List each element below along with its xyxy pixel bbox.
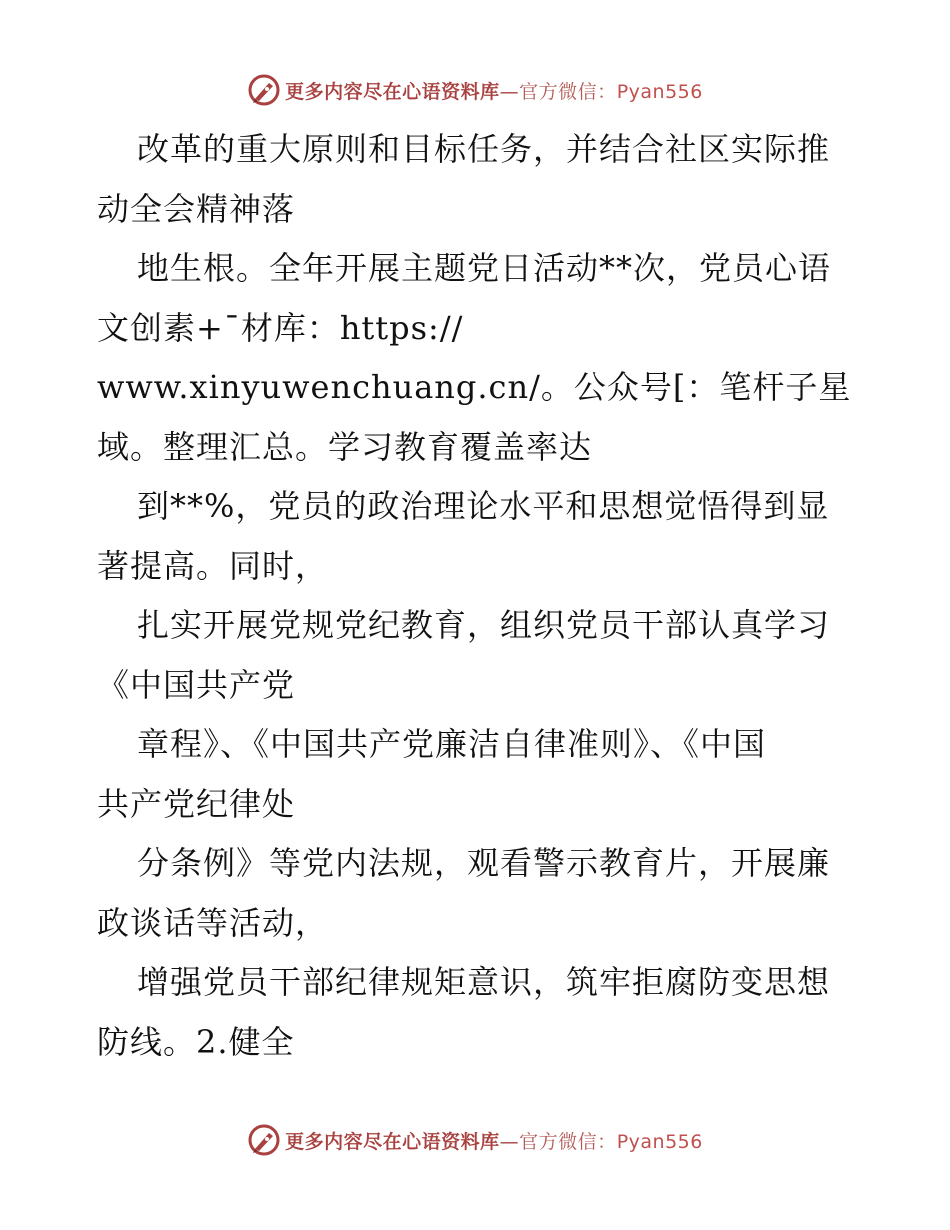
banner-main-text: 更多内容尽在心语资料库 — [285, 1130, 500, 1153]
banner-main-text: 更多内容尽在心语资料库 — [285, 80, 500, 103]
banner-wechat-label: 官方微信： — [519, 80, 617, 103]
text-line: www.xinyuwenchuang.cn/。公众号[：笔杆子星 — [97, 368, 852, 406]
text-line: 扎实开展党规党纪教育，组织党员干部认真学习 — [137, 606, 831, 644]
pen-logo-icon — [247, 1123, 281, 1157]
text-line: 地生根。全年开展主题党日活动**次，党员心语 — [137, 249, 832, 287]
banner-wechat-id: Pyan556 — [616, 80, 703, 103]
text-line: 防线。2.健全 — [97, 1022, 295, 1061]
text-line: 增强党员干部纪律规矩意识，筑牢拒腐防变思想 — [137, 963, 831, 1001]
text-line: 政谈话等活动， — [97, 903, 329, 942]
text-line: 《中国共产党 — [97, 665, 296, 704]
footer-watermark-banner — [0, 1120, 950, 1160]
banner-separator: — — [499, 1130, 520, 1153]
text-line: 文创素+¯材库：https:// — [97, 308, 464, 347]
pen-logo-icon — [247, 73, 281, 107]
text-line: 改革的重大原则和目标任务，并结合社区实际推 — [137, 130, 831, 168]
header-watermark-banner — [0, 70, 950, 110]
banner-text — [285, 1127, 703, 1154]
text-line: 章程》、《中国共产党廉洁自律准则》、《中国 — [137, 725, 767, 763]
document-body — [97, 120, 857, 1072]
text-line: 共产党纪律处 — [97, 784, 296, 823]
text-line: 著提高。同时， — [97, 546, 329, 585]
banner-text — [285, 77, 703, 104]
text-line: 到**%，党员的政治理论水平和思想觉悟得到显 — [137, 487, 830, 525]
text-line: 域。整理汇总。学习教育覆盖率达 — [97, 427, 593, 466]
text-line: 分条例》等党内法规，观看警示教育片，开展廉 — [137, 844, 831, 882]
banner-wechat-id: Pyan556 — [616, 1130, 703, 1153]
text-line: 动全会精神落 — [97, 189, 296, 228]
banner-separator: — — [499, 80, 520, 103]
banner-wechat-label: 官方微信： — [519, 1130, 617, 1153]
